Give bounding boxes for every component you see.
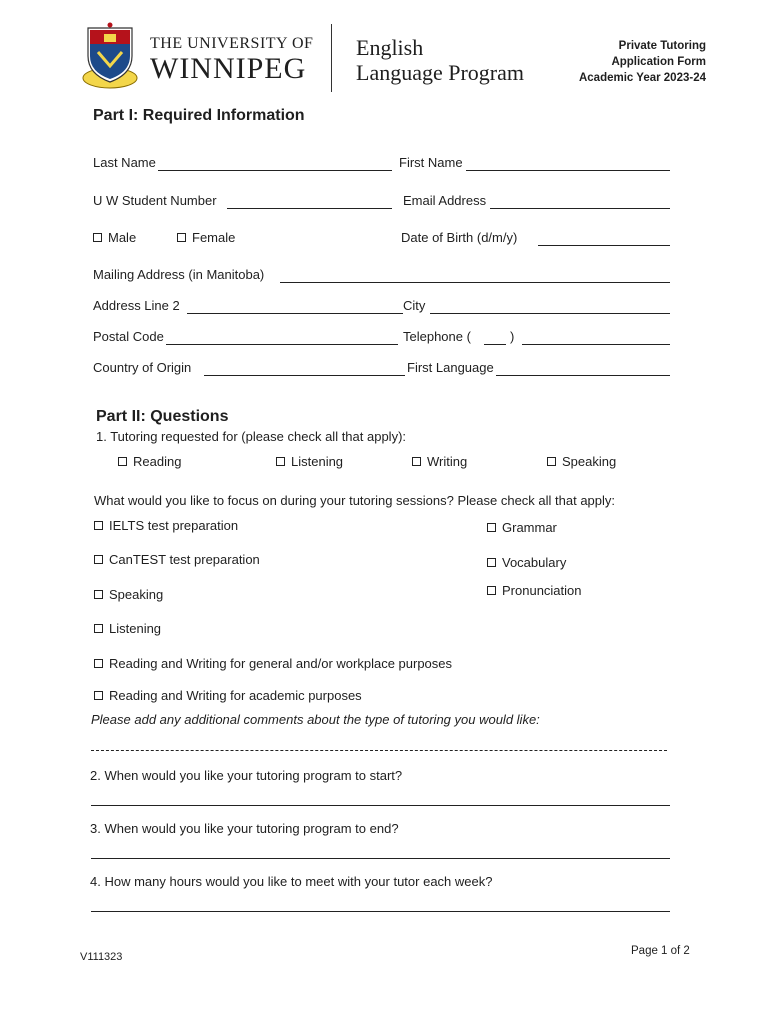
checkbox-icon[interactable] [94,521,103,530]
postal-code-field[interactable] [166,344,398,345]
female-label: Female [192,230,236,245]
program-name-line2: Language Program [356,60,524,85]
form-title-line3: Academic Year 2023-24 [578,72,706,84]
mailing-address-label: Mailing Address (in Manitoba) [93,267,265,282]
question2-text: 2. When would you like your tutoring program to start? [90,768,403,783]
question4-text: 4. How many hours would you like to meet with your tutor each week? [90,874,493,889]
checkbox-icon[interactable] [487,558,496,567]
reading-checkbox[interactable] [118,454,181,469]
first-name-label: First Name [399,155,463,170]
checkbox-icon[interactable] [94,590,103,599]
speaking-label: Speaking [562,454,617,469]
part2-heading: Part II: Questions [96,408,229,425]
telephone-label: Telephone ( [403,329,471,344]
focus-cantest-label: CanTEST test preparation [109,552,260,567]
writing-label: Writing [427,454,468,469]
city-label: City [403,298,426,313]
form-title [579,38,706,86]
email-field[interactable] [490,208,670,209]
country-field[interactable] [204,375,405,376]
address-line2-field[interactable] [187,313,403,314]
dob-label: Date of Birth (d/m/y) [401,230,518,245]
reading-label: Reading [133,454,182,469]
focus-rw-academic-label: Reading and Writing for academic purposes [109,688,362,703]
student-number-field[interactable] [227,208,392,209]
question4-answer-field[interactable] [91,911,670,912]
checkbox-icon[interactable] [547,457,556,466]
comments-field[interactable] [91,750,667,751]
student-number-label: U W Student Number [93,193,217,208]
focus-ielts-checkbox[interactable] [94,518,238,533]
part1-heading: Part I: Required Information [93,107,305,124]
listening-label: Listening [291,454,344,469]
focus-question: What would you like to focus on during your tutoring sessions? Please check all that apply: [94,493,616,508]
checkbox-icon[interactable] [94,624,103,633]
last-name-field[interactable] [158,170,392,171]
focus-speaking-checkbox[interactable] [94,587,163,602]
program-name-line1: English [356,35,424,60]
university-name-line1: THE UNIVERSITY OF [150,35,314,52]
first-name-field[interactable] [466,170,670,171]
male-label: Male [108,230,137,245]
comments-prompt: Please add any additional comments about the type of tutoring you would like: [91,712,540,727]
telephone-area-code-field[interactable] [484,344,506,345]
speaking-checkbox[interactable] [547,454,616,469]
checkbox-icon[interactable] [94,555,103,564]
focus-vocabulary-label: Vocabulary [502,555,567,570]
version-code: V111323 [80,951,123,963]
checkbox-icon[interactable] [412,457,421,466]
checkbox-icon[interactable] [93,233,102,242]
question2-answer-field[interactable] [91,805,670,806]
dob-field[interactable] [538,245,670,246]
form-title-line2: Application Form [611,56,706,68]
question1-text: 1. Tutoring requested for (please check all that apply): [96,429,407,444]
focus-pronunciation-label: Pronunciation [502,583,582,598]
telephone-close-paren: ) [510,329,515,344]
checkbox-icon[interactable] [94,691,103,700]
telephone-field[interactable] [522,344,670,345]
country-label: Country of Origin [93,360,192,375]
focus-cantest-checkbox[interactable] [94,552,260,567]
focus-grammar-label: Grammar [502,520,557,535]
writing-checkbox[interactable] [412,454,467,469]
checkbox-icon[interactable] [487,586,496,595]
form-title-line1: Private Tutoring [618,40,706,52]
focus-rw-academic-checkbox[interactable] [94,688,362,703]
focus-rw-general-checkbox[interactable] [94,656,452,671]
mailing-address-field[interactable] [280,282,670,283]
focus-ielts-label: IELTS test preparation [109,518,239,533]
focus-grammar-checkbox[interactable] [487,520,557,535]
checkbox-icon[interactable] [177,233,186,242]
address-line2-label: Address Line 2 [93,298,180,313]
focus-rw-general-label: Reading and Writing for general and/or workplace purposes [109,656,453,671]
university-crest-logo [80,22,140,90]
checkbox-icon[interactable] [276,457,285,466]
checkbox-icon[interactable] [118,457,127,466]
checkbox-icon[interactable] [94,659,103,668]
focus-listening-label: Listening [109,621,162,636]
focus-pronunciation-checkbox[interactable] [487,583,582,598]
listening-checkbox[interactable] [276,454,343,469]
female-checkbox[interactable] [177,230,235,245]
first-language-label: First Language [407,360,494,375]
question3-answer-field[interactable] [91,858,670,859]
first-language-field[interactable] [496,375,670,376]
email-label: Email Address [403,193,487,208]
focus-speaking-label: Speaking [109,587,164,602]
postal-code-label: Postal Code [93,329,164,344]
focus-vocabulary-checkbox[interactable] [487,555,566,570]
focus-listening-checkbox[interactable] [94,621,161,636]
question3-text: 3. When would you like your tutoring program to end? [90,821,399,836]
checkbox-icon[interactable] [487,523,496,532]
header-divider [331,24,332,92]
last-name-label: Last Name [93,155,156,170]
male-checkbox[interactable] [93,230,136,245]
page-number: Page 1 of 2 [631,945,690,957]
city-field[interactable] [430,313,670,314]
university-name-line2: WINNIPEG [150,52,307,85]
